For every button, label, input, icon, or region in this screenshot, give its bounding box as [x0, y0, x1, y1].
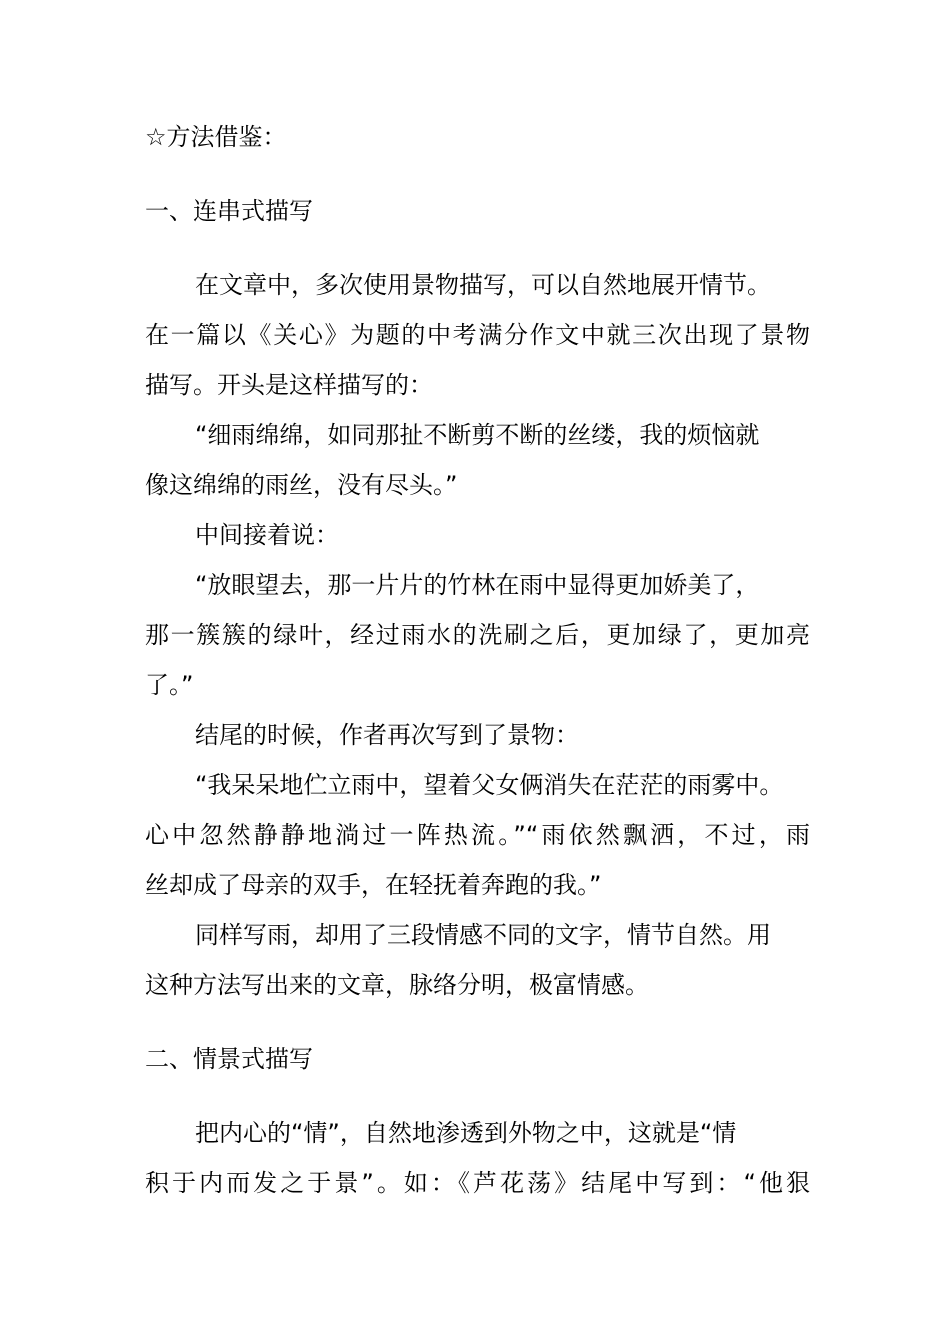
- paragraph-line: 积于内而发之于景”。如：《芦花荡》结尾中写到：“他狠: [145, 1169, 810, 1197]
- paragraph-line: 在一篇以《关心》为题的中考满分作文中就三次出现了景物: [145, 321, 810, 349]
- paragraph-line: 把内心的“情”，自然地渗透到外物之中，这就是“情: [195, 1119, 737, 1147]
- section-body-1: [145, 260, 810, 1010]
- quote-line: “我呆呆地伫立雨中，望着父女俩消失在茫茫的雨雾中。: [195, 771, 784, 799]
- quote-line: 丝却成了母亲的双手，在轻抚着奔跑的我。”: [145, 871, 602, 899]
- quote-line: “细雨绵绵，如同那扯不断剪不断的丝缕，我的烦恼就: [195, 421, 760, 449]
- quote-line: 了。”: [145, 671, 194, 699]
- quote-line: 那一簇簇的绿叶，经过雨水的洗刷之后，更加绿了，更加亮: [145, 621, 810, 649]
- document-page: [145, 112, 810, 1208]
- paragraph-line: 中间接着说：: [195, 521, 339, 549]
- paragraph-line: 在文章中，多次使用景物描写，可以自然地展开情节。: [195, 271, 771, 299]
- paragraph-line: 这种方法写出来的文章，脉络分明，极富情感。: [145, 971, 649, 999]
- page-heading: ☆方法借鉴：: [145, 123, 287, 151]
- quote-line: “放眼望去，那一片片的竹林在雨中显得更加娇美了，: [195, 571, 760, 599]
- paragraph-line: 描写。开头是这样描写的：: [145, 371, 433, 399]
- section-title-2: 二、情景式描写: [145, 1045, 313, 1073]
- paragraph-line: 结尾的时候，作者再次写到了景物：: [195, 721, 579, 749]
- quote-line: 像这绵绵的雨丝，没有尽头。”: [145, 471, 458, 499]
- quote-line: 心中忽然静静地淌过一阵热流。”“雨依然飘洒，不过，雨: [145, 821, 810, 849]
- section-body-2: [145, 1108, 810, 1208]
- paragraph-line: 同样写雨，却用了三段情感不同的文字，情节自然。用: [195, 921, 771, 949]
- section-title-1: 一、连串式描写: [145, 197, 313, 225]
